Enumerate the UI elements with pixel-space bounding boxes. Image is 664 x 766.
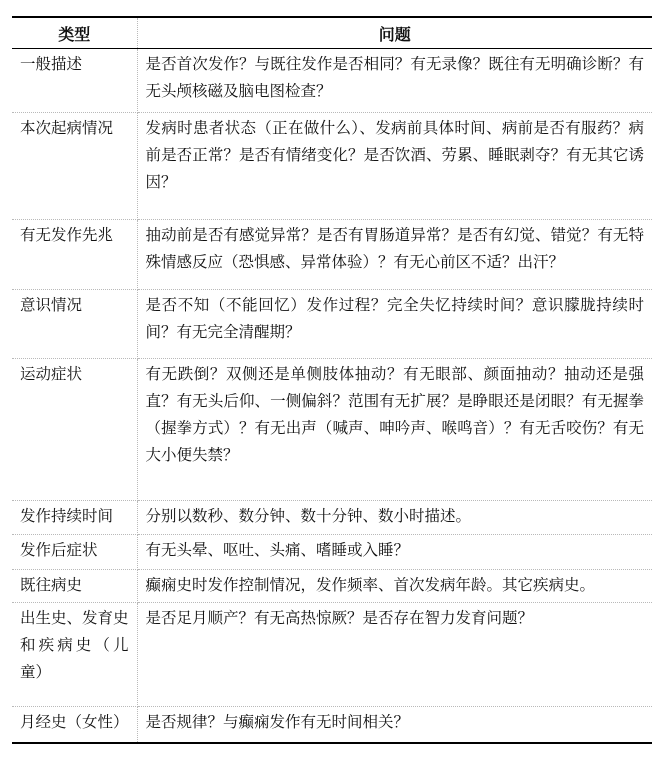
- table-row: [12, 570, 652, 603]
- table-row: [12, 220, 652, 290]
- question-table: [12, 16, 652, 744]
- table-row: [12, 290, 652, 359]
- table-row: [12, 501, 652, 535]
- header-type: 类型: [12, 17, 137, 49]
- table-row: [12, 49, 652, 113]
- table-row: [12, 113, 652, 220]
- table-row: [12, 535, 652, 570]
- row-type: 有无发作先兆: [12, 220, 137, 290]
- header-question: 问题: [137, 17, 652, 49]
- row-question: 是否足月顺产？有无高热惊厥？是否存在智力发育问题？: [137, 603, 652, 707]
- row-question: 分别以数秒、数分钟、数十分钟、数小时描述。: [137, 501, 652, 535]
- row-question: 癫痫史时发作控制情况，发作频率、首次发病年龄。其它疾病史。: [137, 570, 652, 603]
- row-type: 一般描述: [12, 49, 137, 113]
- row-type: 本次起病情况: [12, 113, 137, 220]
- row-question: 是否首次发作？与既往发作是否相同？有无录像？既往有无明确诊断？有无头颅核磁及脑电图检查？: [137, 49, 652, 113]
- table-header-row: [12, 17, 652, 49]
- row-type: 出生史、发育史和疾病史（儿童）: [12, 603, 137, 707]
- table-row: [12, 707, 652, 743]
- row-question: 有无头晕、呕吐、头痛、嗜睡或入睡？: [137, 535, 652, 570]
- row-question: 有无跌倒？双侧还是单侧肢体抽动？有无眼部、颜面抽动？抽动还是强直？有无头后仰、一侧偏斜？范围有无扩展？是睁眼还是闭眼？有无握拳（握拳方式）？有无出声（喊声、呻吟声、喉鸣音）？有无舌咬伤？有无大小便失禁？: [137, 359, 652, 501]
- table-row: [12, 603, 652, 707]
- row-type: 既往病史: [12, 570, 137, 603]
- row-type: 月经史（女性）: [12, 707, 137, 743]
- row-question: 发病时患者状态（正在做什么）、发病前具体时间、病前是否有服药？病前是否正常？是否有情绪变化？是否饮酒、劳累、睡眠剥夺？有无其它诱因？: [137, 113, 652, 220]
- row-type: 意识情况: [12, 290, 137, 359]
- row-type: 发作持续时间: [12, 501, 137, 535]
- row-type: 运动症状: [12, 359, 137, 501]
- row-question: 是否不知（不能回忆）发作过程？完全失忆持续时间？意识朦胧持续时间？有无完全清醒期？: [137, 290, 652, 359]
- row-question: 是否规律？与癫痫发作有无时间相关？: [137, 707, 652, 743]
- row-type: 发作后症状: [12, 535, 137, 570]
- row-question: 抽动前是否有感觉异常？是否有胃肠道异常？是否有幻觉、错觉？有无特殊情感反应（恐惧感、异常体验）？有无心前区不适？出汗？: [137, 220, 652, 290]
- table-row: [12, 359, 652, 501]
